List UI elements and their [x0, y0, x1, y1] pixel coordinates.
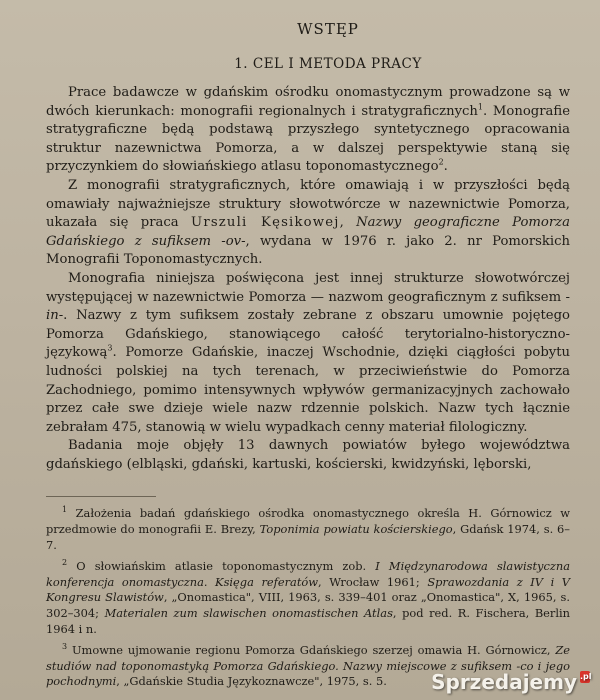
- book-title: Nazwy geograficzne Pomorza Gdańskiego z sufiksem -ov-: [46, 215, 570, 249]
- footnote-title: Materialen zum slawischen onomastischen Atlas: [104, 606, 393, 621]
- paragraph-4: Badania moje objęły 13 dawnych powiatów byłego województwa gdańskiego (elbląski, gdański, kartuski, kościerski, kwidzyński, lęborski,: [46, 438, 570, 472]
- paragraph-2: [46, 177, 570, 270]
- paragraph-text: . Pomorze Gdańskie, inaczej Wschodnie, dzięki ciągłości pobytu ludności polskiej na tych terenach, w przeciwieństwie do Pomorza Zachodniego, pomimo intensywnych wpływów germanizacyjnych zachowało przez całe swe dzieje wiele nazw rdzennie polskich. Nazw tych łącznie zebrałam 475, stanowią w wielu wypadkach cenny materiał filologiczny.: [46, 345, 570, 435]
- site-watermark: [431, 670, 590, 694]
- paragraph-text: Monografia niniejsza poświęcona jest innej strukturze słowotwórczej występującej w nazewnictwie Pomorza — nazwom geograficznym z sufiksem: [46, 270, 570, 305]
- footnote-text: , Wrocław 1961;: [318, 574, 428, 589]
- footnote-title: Sprawozdania z IV i V Kongresu Slawistów: [46, 574, 571, 605]
- paragraph-text: Prace badawcze w gdańskim ośrodku onomastycznym prowadzone są w dwóch kierunkach: monografii regionalnych i stratygraficznych: [46, 85, 570, 119]
- footnote-1: [46, 506, 570, 553]
- footnote-text: Umowne ujmowanie regionu Pomorza Gdańskiego szerzej omawia H. Górnowicz,: [67, 643, 556, 658]
- watermark-badge: .pl: [580, 672, 592, 681]
- footnote-ref: 2: [438, 157, 444, 167]
- footnote-mark: 3: [62, 642, 68, 652]
- watermark-text: Sprzedajemy: [431, 670, 577, 694]
- section-title: 1. CEL I METODA PRACY: [234, 56, 422, 72]
- chapter-title: WSTĘP: [297, 20, 359, 38]
- paragraph-text: . Nazwy z tym sufiksem zostały zebrane z obszaru umownie pojętego Pomorza Gdańskiego, stanowiącego całość terytorialno-historyczno-językową: [46, 308, 570, 361]
- paragraph-text: Z monografii stratygraficznych, które omawiają i w przyszłości będą omawiały najważniejsze struktury słowotwórcze w nazewnictwie Pomorza, ukazała się praca: [46, 177, 570, 231]
- paragraph-text: .: [443, 159, 448, 175]
- footnote-title: Ze studiów nad toponomastyką Pomorza Gdańskiego. Nazwy miejscowe z sufiksem -co i jego pochodnymi: [46, 643, 570, 689]
- footnote-text: Założenia badań gdańskiego ośrodka onomastycznego określa H. Górnowicz w przedmowie do monografii E. Brezy,: [46, 506, 570, 537]
- footnote-title: Toponimia powiatu kościerskiego: [259, 522, 453, 537]
- footnote-text: , Gdańsk 1974, s. 6–7.: [46, 522, 570, 552]
- footnote-rule: [46, 496, 156, 503]
- footnote-text: , „Gdańskie Studia Językoznawcze", 1975, s. 5.: [116, 674, 387, 689]
- paragraph-1: [46, 84, 570, 177]
- suffix-term: -in-: [46, 289, 570, 324]
- footnote-text: O słowiańskim atlasie toponomastycznym zob.: [67, 559, 376, 574]
- footnote-2: [46, 559, 570, 637]
- footnote-mark: 2: [62, 558, 68, 568]
- paragraph-text: ,: [339, 215, 357, 231]
- paragraph-text: , wydana w 1976 r. jako 2. nr Pomorskich Monografii Toponomastycznych.: [46, 233, 570, 268]
- paragraph-text: . Monografie stratygraficzne będą podstawą przyszłego syntetycznego opracowania struktur nazewnictwa Pomorza, a w dalszej perspektywie staną się przyczynkiem do słowiańskiego atlasu toponomastycznego: [46, 103, 570, 175]
- footnote-title: I Międzynarodowa slawistyczna konferencja onomastyczna. Księga referatów: [46, 559, 570, 589]
- footnote-mark: 1: [62, 505, 68, 515]
- footnote-text: , „Onomastica", VIII, 1963, s. 339–401 oraz „Onomastica", X, 1965, s. 302–304;: [46, 590, 570, 621]
- footnote-ref: 1: [477, 102, 484, 112]
- author-name: Urszuli Kęsikowej: [191, 215, 340, 231]
- footnote-text: , pod red. R. Fischera, Berlin 1964 i n.: [46, 606, 570, 636]
- paragraph-3: [46, 270, 570, 437]
- footnote-ref: 3: [107, 343, 113, 353]
